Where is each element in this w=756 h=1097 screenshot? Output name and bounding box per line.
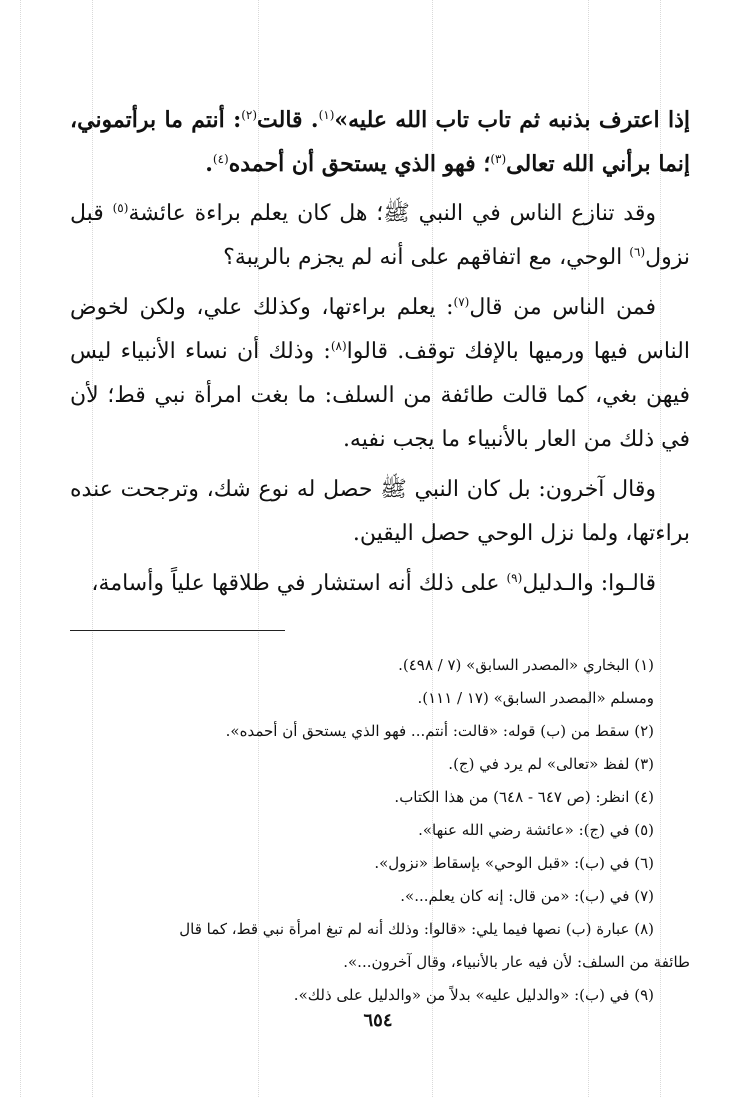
para3-c: : وذلك أن نساء الأنبياء ليس فيهن بغي، كما قالت طائفة من السلف: ما بغت امرأة نبي قط؛ لأن في ذلك من العار بالأنبياء ما يجب نفيه.: [70, 339, 690, 452]
footnote-4: (٤) انظر: (ص ٦٤٧ - ٦٤٨) من هذا الكتاب.: [394, 788, 654, 806]
footnote-rule: [70, 630, 285, 631]
para5-a: قالـوا: والـدليل: [522, 571, 656, 596]
page-content: [70, 98, 690, 1012]
scan-guide-line: [20, 0, 21, 1097]
footnote-3: (٣) لفظ «تعالى» لم يرد في (ج).: [448, 755, 654, 773]
para1-bold: إذا اعترف بذنبه ثم تاب تاب الله عليه»: [334, 107, 691, 133]
footnote-1-cont: ومسلم «المصدر السابق» (١٧ / ١١١).: [417, 689, 654, 707]
footnote-1: (١) البخاري «المصدر السابق» (٧ / ٤٩٨).: [398, 656, 654, 674]
page-number: ٦٥٤: [363, 1010, 393, 1031]
footnote-ref-9[interactable]: (٩): [506, 571, 523, 585]
footnote-ref-2[interactable]: (٢): [241, 108, 258, 122]
paragraph-2: [70, 192, 690, 280]
footnote-7: (٧) في (ب): «من قال: إنه كان يعلم...».: [400, 887, 654, 905]
footnote-ref-4[interactable]: (٤): [212, 152, 229, 166]
para1-mid: . قالت: [257, 107, 319, 133]
para2-c: الوحي، مع اتفاقهم على أنه لم يجزم بالريبة؟: [223, 245, 630, 270]
footnote-8-cont: طائفة من السلف: لأن فيه عار بالأنبياء، وقال آخرون...».: [343, 953, 690, 971]
footnote-6: (٦) في (ب): «قبل الوحي» بإسقاط «نزول».: [374, 854, 654, 872]
para2-b: قبل نزول: [70, 201, 690, 270]
para3-b: : يعلم براءتها، وكذلك علي، ولكن لخوض الناس فيها ورميها بالإفك توقف. قالوا: [70, 295, 690, 364]
footnote-ref-1[interactable]: (١): [318, 108, 335, 122]
footnote-ref-6[interactable]: (٦): [629, 245, 646, 259]
footnote-ref-8[interactable]: (٨): [330, 339, 347, 353]
footnote-5: (٥) في (ج): «عائشة رضي الله عنها».: [418, 821, 654, 839]
para4-text: وقال آخرون: بل كان النبي ﷺ حصل له نوع شك، وترجحت عنده براءتها، ولما نزل الوحي حصل اليقين.: [70, 477, 690, 546]
footnote-2: (٢) سقط من (ب) قوله: «قالت: أنتم... فهو الذي يستحق أن أحمده».: [225, 722, 654, 740]
footnotes: [70, 649, 690, 1012]
para1-rest2: ؛ فهو الذي يستحق أن أحمده: [228, 151, 491, 177]
para1-end: .: [205, 151, 213, 177]
para2-a: وقد تنازع الناس في النبي ﷺ؛ هل كان يعلم براءة عائشة: [128, 201, 656, 226]
paragraph-3: [70, 286, 690, 462]
para5-b: على ذلك أنه استشار في طلاقها علياً وأسامة،: [91, 571, 507, 596]
footnote-ref-5[interactable]: (٥): [112, 201, 129, 215]
para3-a: فمن الناس من قال: [469, 295, 656, 320]
footnote-ref-7[interactable]: (٧): [453, 295, 470, 309]
para1-rest: : أنتم ما برأتموني، إنما برأني الله تعالى: [70, 107, 690, 177]
footnote-ref-3[interactable]: (٣): [490, 152, 507, 166]
paragraph-5: [70, 562, 690, 606]
paragraph-1: [70, 98, 690, 186]
footnote-separator: [70, 612, 690, 649]
paragraph-4: [70, 468, 690, 556]
footnote-8: (٨) عبارة (ب) نصها فيما يلي: «قالوا: وذلك أنه لم تبغ امرأة نبي قط، كما قال: [179, 920, 654, 938]
footnote-9: (٩) في (ب): «والدليل عليه» بدلاً من «والدليل على ذلك».: [293, 986, 654, 1004]
